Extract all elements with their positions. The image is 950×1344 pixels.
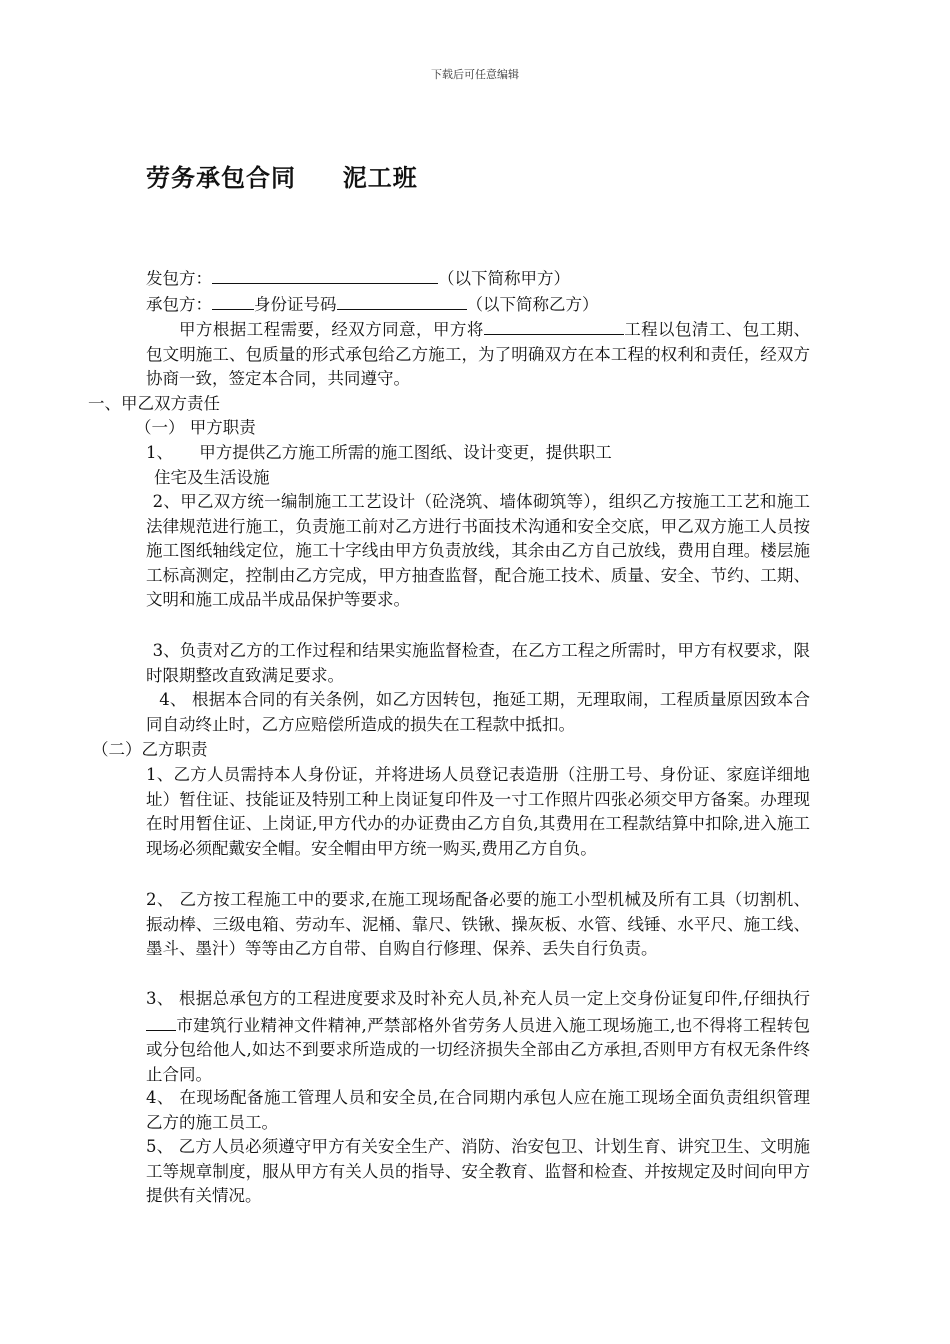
issuer-blank — [212, 265, 438, 284]
party-b-item-5: 5、 乙方人员必须遵守甲方有关安全生产、消防、治安包卫、计划生育、讲究卫生、文明施工等规章制度，服从甲方有关人员的指导、安全教育、监督和检查、并按规定及时间向甲方提供有关情况。 — [146, 1137, 810, 1206]
party-b-item-3 — [146, 987, 810, 1087]
party-a-item-2: 2、甲乙双方统一编制施工工艺设计（砼浇筑、墙体砌筑等），组织乙方按施工工艺和施工法律规范进行施工，负责施工前对乙方进行书面技术沟通和安全交底，甲乙双方施工人员按施工图纸轴线定位，施工十字线由甲方负责放线，其余由乙方自己放线，费用自理。楼层施工标高测定，控制由乙方完成，甲方抽查监督，配合施工技术、质量、安全、节约、工期、文明和施工成品半成品保护等要求。 — [146, 492, 810, 610]
issuer-line — [146, 265, 570, 291]
party-a-item-4: 4、 根据本合同的有关条例，如乙方因转包，拖延工期，无理取闹，工程质量原因致本合同自动终止时，乙方应赔偿所造成的损失在工程款中抵扣。 — [146, 690, 810, 734]
party-b-item-3-rest: 市建筑行业精神文件精神,严禁部格外省劳务人员进入施工现场施工,也不得将工程转包或分包给他人,如达不到要求所造成的一切经济损失全部由乙方承担,否则甲方有权无条件终止合同。 — [146, 1015, 810, 1084]
party-a-item-3: 3、负责对乙方的工作过程和结果实施监督检查，在乙方工程之所需时，甲方有权要求，限时限期整改直致满足要求。 — [146, 641, 810, 685]
party-b-heading: （二）乙方职责 — [92, 740, 208, 759]
party-b-item-4: 4、 在现场配备施工管理人员和安全员,在合同期内承包人应在施工现场全面负责组织管理乙方的施工员工。 — [146, 1088, 810, 1132]
issuer-suffix: （以下简称甲方） — [438, 269, 570, 288]
intro-lead: 甲方根据工程需要，经双方同意，甲方将 — [179, 320, 484, 339]
id-number-blank — [337, 291, 467, 310]
city-blank — [146, 1012, 176, 1031]
page-header-note: 下载后可任意编辑 — [431, 68, 519, 81]
party-b-item-1: 1、乙方人员需持本人身份证，并将进场人员登记表造册（注册工号、身份证、家庭详细地址）暂住证、技能证及特别工种上岗证复印件及一寸工作照片四张必须交甲方备案。办理现在时用暂住证、上岗证,甲方代办的办证费由乙方自负,其费用在工程款结算中扣除,进入施工现场必须配戴安全帽。安全帽由甲方统一购买,费用乙方自负。 — [146, 765, 810, 858]
party-b-item-2: 2、 乙方按工程施工中的要求,在施工现场配备必要的施工小型机械及所有工具（切割机、振动棒、三级电箱、劳动车、泥桶、靠尺、铁锹、操灰板、水管、线锤、水平尺、施工线、墨斗、墨汁）等等由乙方自带、自购自行修理、保养、丢失自行负责。 — [146, 890, 810, 959]
party-a-item-1-line-2: 住宅及生活设施 — [154, 468, 270, 487]
contractor-suffix: （以下简称乙方） — [466, 295, 599, 314]
intro-rest: 工程以包清工、包工期、包文明施工、包质量的形式承包给乙方施工，为了明确双方在本工程的权利和责任，经双方协商一致，签定本合同，共同遵守。 — [146, 320, 811, 389]
document-title: 劳务承包合同 泥工班 — [146, 164, 418, 192]
party-a-item-1-line-1: 1、 甲方提供乙方施工所需的施工图纸、设计变更，提供职工 — [146, 443, 612, 462]
party-b-item-3-lead: 3、 根据总承包方的工程进度要求及时补充人员,补充人员一定上交身份证复印件,仔细执行 — [146, 989, 810, 1008]
contractor-line — [146, 291, 599, 317]
party-a-heading: （一） 甲方职责 — [135, 418, 256, 437]
section-heading-responsibilities: 一、甲乙双方责任 — [88, 394, 220, 413]
contractor-blank — [212, 291, 254, 310]
intro-paragraph — [146, 316, 810, 392]
issuer-label: 发包方： — [146, 269, 212, 288]
project-name-blank — [484, 316, 624, 335]
id-label: 身份证号码 — [254, 295, 337, 314]
contractor-label: 承包方： — [146, 295, 212, 314]
